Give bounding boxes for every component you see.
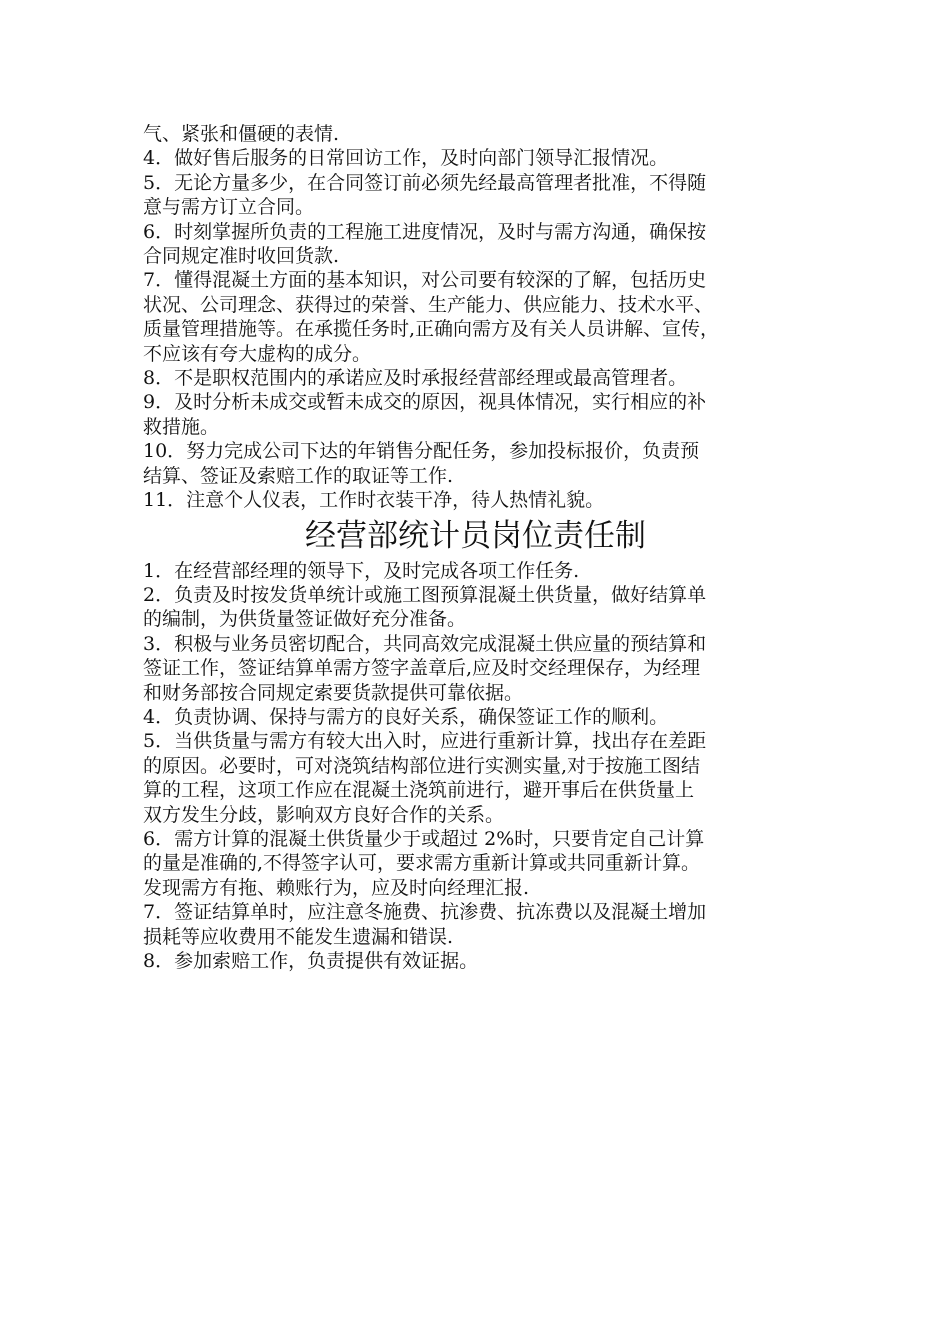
text-line: 气、紧张和僵硬的表情. <box>143 123 340 145</box>
text-line: 的量是准确的,不得签字认可，要求需方重新计算或共同重新计算。 <box>143 852 701 875</box>
text-line: 发现需方有拖、赖账行为，应及时向经理汇报. <box>143 876 530 899</box>
text-line: 双方发生分歧，影响双方良好合作的关系。 <box>143 803 505 826</box>
text-line: 3．积极与业务员密切配合，共同高效完成混凝土供应量的预结算和 <box>143 632 707 655</box>
text-line: 8．不是职权范围内的承诺应及时承报经营部经理或最高管理者。 <box>143 367 688 390</box>
text-line: 7．懂得混凝土方面的基本知识，对公司要有较深的了解，包括历史 <box>143 269 707 292</box>
text-line: 6．时刻掌握所负责的工程施工进度情况，及时与需方沟通，确保按 <box>143 220 707 243</box>
text-line: 5．无论方量多少，在合同签订前必须先经最高管理者批准，不得随 <box>143 171 707 194</box>
text-line: 结算、签证及索赔工作的取证等工作. <box>143 464 454 487</box>
text-line: 和财务部按合同规定索要货款提供可靠依据。 <box>143 681 524 704</box>
document-page <box>143 122 808 973</box>
text-line: 意与需方订立合同。 <box>143 196 315 219</box>
text-line: 损耗等应收费用不能发生遗漏和错误. <box>143 925 454 948</box>
text-line: 4．负责协调、保持与需方的良好关系，确保签证工作的顺利。 <box>143 705 669 728</box>
text-line: 质量管理措施等。在承揽任务时,正确向需方及有关人员讲解、宣传， <box>143 318 720 341</box>
text-line: 救措施。 <box>143 415 220 438</box>
text-line: 状况、公司理念、获得过的荣誉、生产能力、供应能力、技术水平、 <box>143 293 714 316</box>
text-line: 签证工作，签证结算单需方签字盖章后,应及时交经理保存，为经理 <box>143 657 701 680</box>
text-line: 算的工程，这项工作应在混凝土浇筑前进行，避开事后在供货量上 <box>143 779 695 802</box>
text-line: 4．做好售后服务的日常回访工作，及时向部门领导汇报情况。 <box>143 147 669 170</box>
text-line: 1．在经营部经理的领导下，及时完成各项工作任务. <box>143 559 580 582</box>
section-statistician-duties <box>143 559 808 974</box>
text-line: 11．注意个人仪表，工作时衣装干净，待人热情礼貌。 <box>143 489 605 512</box>
text-line: 5．当供货量与需方有较大出入时，应进行重新计算，找出存在差距 <box>143 730 707 753</box>
text-line: 的原因。必要时，可对浇筑结构部位进行实测实量,对于按施工图结 <box>143 754 701 777</box>
section-heading: 经营部统计员岗位责任制 <box>305 517 646 554</box>
text-line: 8．参加索赔工作，负责提供有效证据。 <box>143 950 479 972</box>
text-line: 不应该有夸大虚构的成分。 <box>143 342 372 365</box>
text-line: 9．及时分析未成交或暂未成交的原因，视具体情况，实行相应的补 <box>143 391 707 414</box>
text-line: 2．负责及时按发货单统计或施工图预算混凝土供货量，做好结算单 <box>143 583 707 606</box>
text-line: 的编制，为供货量签证做好充分准备。 <box>143 608 467 631</box>
text-line: 7．签证结算单时，应注意冬施费、抗渗费、抗冻费以及混凝土增加 <box>143 901 707 924</box>
text-line: 合同规定准时收回货款. <box>143 245 340 268</box>
text-line: 6．需方计算的混凝土供货量少于或超过 2%时，只要肯定自己计算 <box>143 827 705 850</box>
section-sales-duties <box>143 122 808 513</box>
text-line: 10．努力完成公司下达的年销售分配任务，参加投标报价，负责预 <box>143 440 700 463</box>
